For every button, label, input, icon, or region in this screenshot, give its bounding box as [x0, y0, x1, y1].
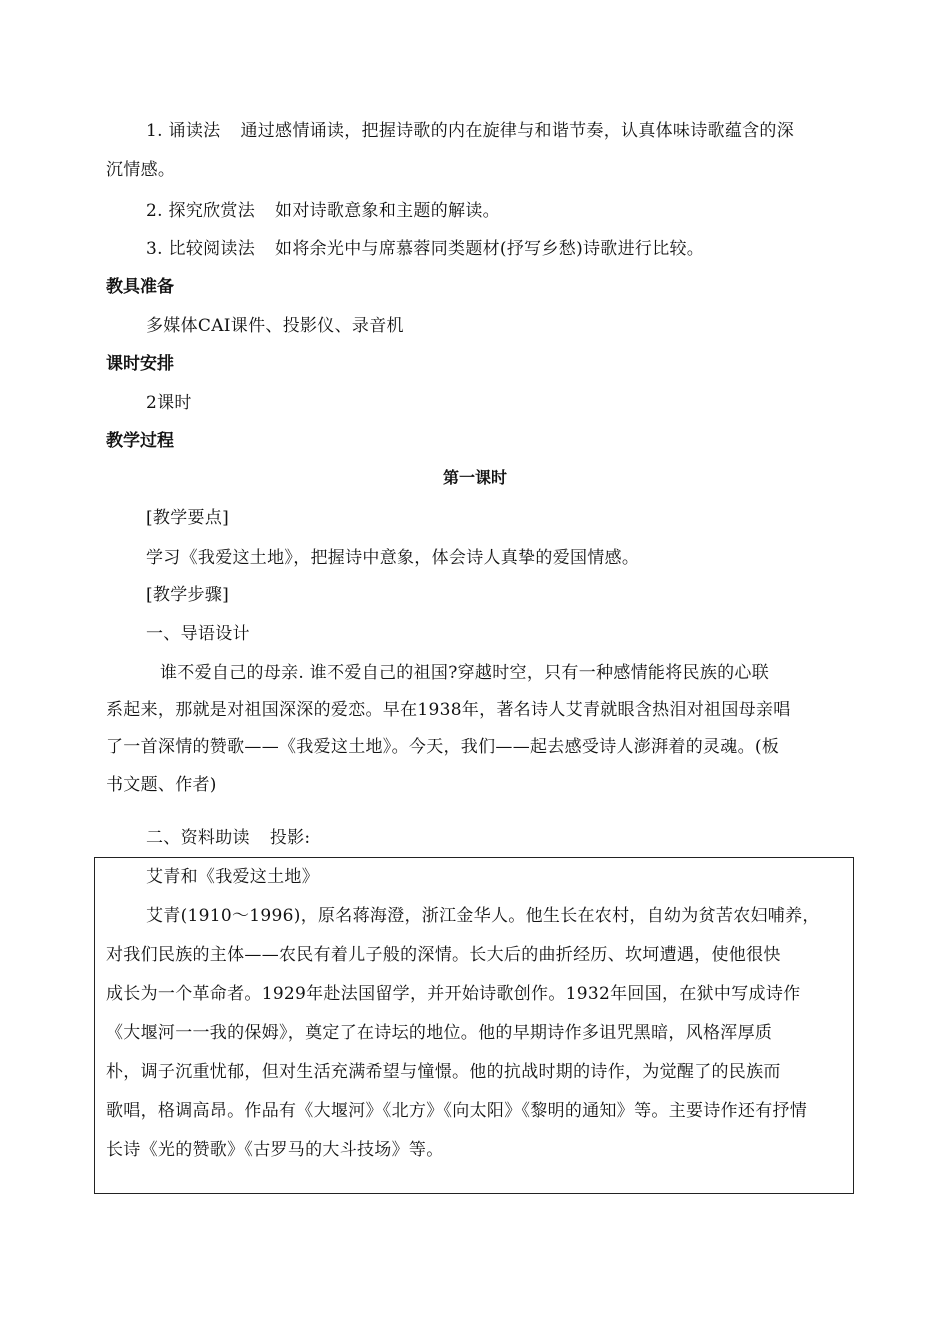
- step-2-title: 二、资料助读: [146, 828, 250, 848]
- tools-content: 多媒体CAI课件、投影仪、录音机: [146, 316, 404, 336]
- box-title: 艾青和《我爱这土地》: [146, 867, 319, 887]
- method-3-text: 如将余光中与席慕蓉同类题材(抒写乡愁)诗歌进行比较。: [275, 239, 705, 259]
- box-line: 成长为一个革命者。1929年赴法国留学，并开始诗歌创作。1932年回国，在狱中写成诗作: [106, 984, 801, 1004]
- intro-paragraph-line: 谁不爱自己的母亲. 谁不爱自己的祖国?穿越时空，只有一种感情能将民族的心联: [160, 663, 770, 683]
- intro-paragraph-line: 了一首深情的赞歌——《我爱这土地》。今天，我们——起去感受诗人澎湃着的灵魂。(板: [106, 737, 780, 757]
- intro-paragraph-line: 系起来，那就是对祖国深深的爱恋。早在1938年，著名诗人艾青就眼含热泪对祖国母亲唱: [106, 700, 791, 720]
- method-2-label: 2. 探究欣赏法: [146, 201, 256, 221]
- method-3-line: [146, 234, 704, 259]
- key-points-label: [教学要点]: [146, 508, 230, 528]
- step-2-note: 投影:: [269, 828, 311, 848]
- key-points-text: 学习《我爱这土地》，把握诗中意象，体会诗人真挚的爱国情感。: [146, 548, 640, 568]
- method-1-continuation: 沉情感。: [106, 160, 176, 180]
- schedule-content: 2课时: [146, 393, 192, 413]
- box-line: 歌唱，格调高昂。作品有《大堰河》《北方》《向太阳》《黎明的通知》等。主要诗作还有抒情: [106, 1101, 808, 1121]
- method-2-text: 如对诗歌意象和主题的解读。: [275, 201, 500, 221]
- box-line: 对我们民族的主体——农民有着儿子般的深情。长大后的曲折经历、坎坷遭遇，使他很快: [106, 945, 781, 965]
- process-heading: 教学过程: [106, 431, 174, 451]
- box-line: 朴，调子沉重忧郁，但对生活充满希望与憧憬。他的抗战时期的诗作，为觉醒了的民族而: [106, 1062, 781, 1082]
- method-1-line: [146, 116, 794, 141]
- intro-paragraph-line: 书文题、作者): [106, 775, 217, 795]
- box-line: 长诗《光的赞歌》《古罗马的大斗技场》等。: [106, 1140, 444, 1160]
- lesson-title: 第一课时: [442, 468, 507, 487]
- box-line: 艾青(1910～1996)，原名蒋海澄，浙江金华人。他生长在农村，自幼为贫苦农妇哺养，: [146, 906, 820, 926]
- tools-heading: 教具准备: [106, 277, 174, 297]
- method-1-text: 通过感情诵读，把握诗歌的内在旋律与和谐节奏，认真体味诗歌蕴含的深: [240, 121, 795, 141]
- step-1-title: 一、导语设计: [146, 624, 250, 644]
- box-line: 《大堰河一一我的保姆》，奠定了在诗坛的地位。他的早期诗作多诅咒黑暗，风格浑厚质: [106, 1023, 773, 1043]
- method-2-line: [146, 196, 500, 221]
- step-2-line: [146, 823, 310, 848]
- method-3-label: 3. 比较阅读法: [146, 239, 256, 259]
- method-1-label: 1. 诵读法: [146, 121, 221, 141]
- schedule-heading: 课时安排: [106, 354, 174, 374]
- steps-label: [教学步骤]: [146, 585, 230, 605]
